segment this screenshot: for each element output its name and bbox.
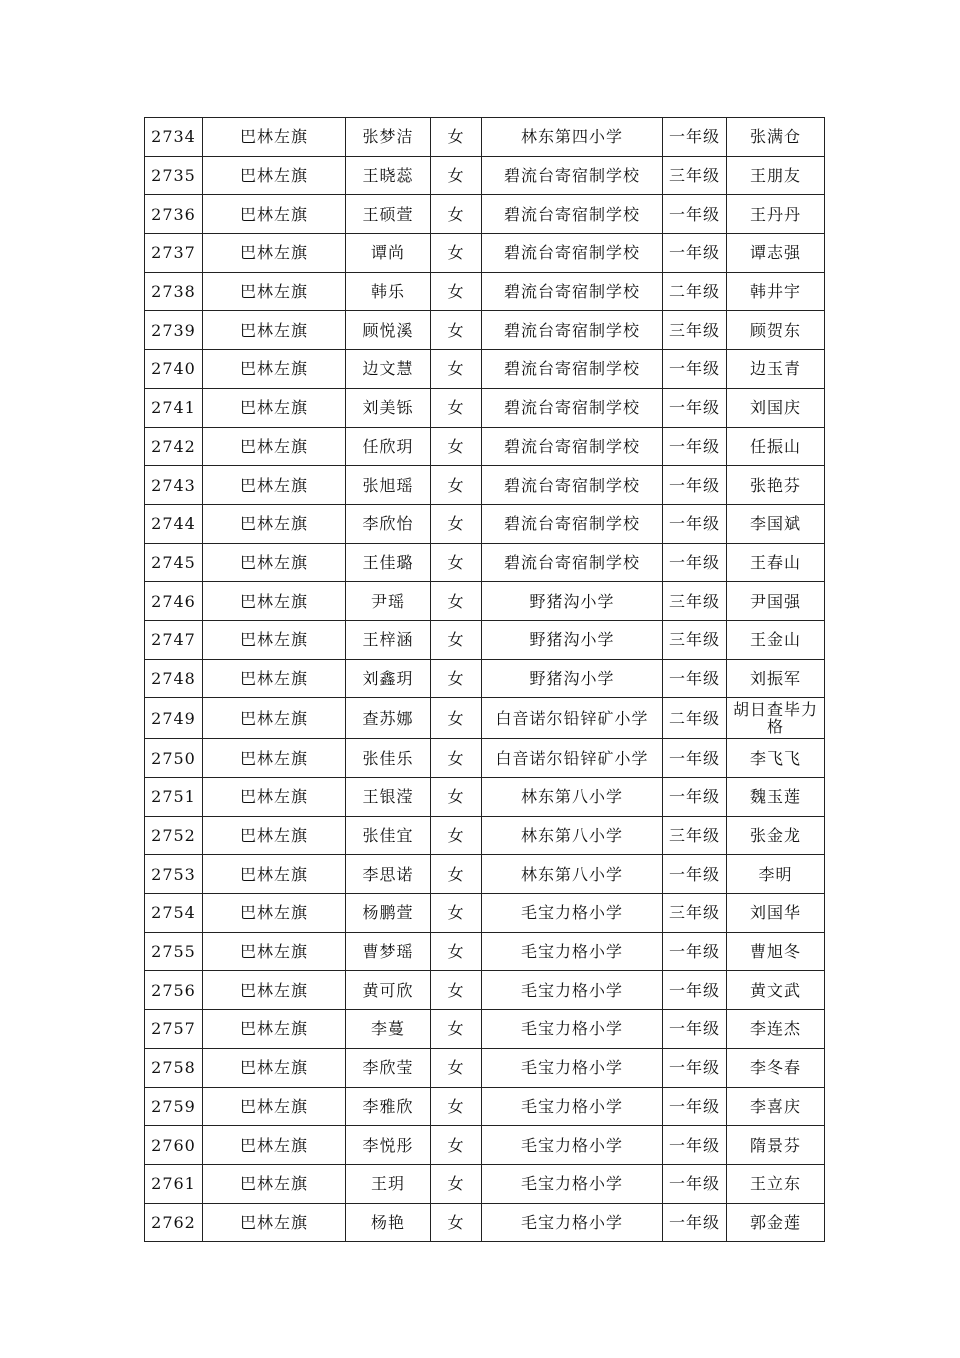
table-row	[145, 543, 825, 582]
table-row	[145, 1010, 825, 1049]
school-cell: 毛宝力格小学	[482, 1048, 663, 1087]
student-name-cell: 王银滢	[346, 778, 431, 817]
region-cell: 巴林左旗	[203, 971, 346, 1010]
school-cell: 毛宝力格小学	[482, 1203, 663, 1242]
school-cell: 碧流台寄宿制学校	[482, 272, 663, 311]
gender-cell: 女	[431, 1087, 482, 1126]
grade-cell: 一年级	[663, 778, 727, 817]
row-number: 2757	[145, 1010, 203, 1049]
student-name-cell: 查苏娜	[346, 698, 431, 739]
guardian-name-cell: 王朋友	[727, 156, 825, 195]
region-cell: 巴林左旗	[203, 388, 346, 427]
school-cell: 林东第八小学	[482, 816, 663, 855]
gender-cell: 女	[431, 427, 482, 466]
row-number: 2756	[145, 971, 203, 1010]
student-name-cell: 顾悦溪	[346, 311, 431, 350]
region-cell: 巴林左旗	[203, 620, 346, 659]
grade-cell: 一年级	[663, 543, 727, 582]
region-cell: 巴林左旗	[203, 1010, 346, 1049]
school-cell: 毛宝力格小学	[482, 932, 663, 971]
school-cell: 野猪沟小学	[482, 620, 663, 659]
table-row	[145, 195, 825, 234]
roster-body	[145, 118, 825, 1242]
student-name-cell: 杨艳	[346, 1203, 431, 1242]
row-number: 2741	[145, 388, 203, 427]
guardian-name-cell: 李喜庆	[727, 1087, 825, 1126]
guardian-name-cell: 李冬春	[727, 1048, 825, 1087]
grade-cell: 一年级	[663, 932, 727, 971]
gender-cell: 女	[431, 659, 482, 698]
school-cell: 林东第八小学	[482, 778, 663, 817]
row-number: 2742	[145, 427, 203, 466]
guardian-name-cell: 刘国庆	[727, 388, 825, 427]
row-number: 2735	[145, 156, 203, 195]
region-cell: 巴林左旗	[203, 1048, 346, 1087]
guardian-name-cell: 王金山	[727, 620, 825, 659]
student-name-cell: 李雅欣	[346, 1087, 431, 1126]
student-name-cell: 王晓蕊	[346, 156, 431, 195]
table-row	[145, 1164, 825, 1203]
guardian-name-cell: 曹旭冬	[727, 932, 825, 971]
grade-cell: 一年级	[663, 388, 727, 427]
row-number: 2746	[145, 582, 203, 621]
school-cell: 毛宝力格小学	[482, 971, 663, 1010]
region-cell: 巴林左旗	[203, 894, 346, 933]
gender-cell: 女	[431, 1010, 482, 1049]
grade-cell: 一年级	[663, 1164, 727, 1203]
gender-cell: 女	[431, 971, 482, 1010]
school-cell: 白音诺尔铅锌矿小学	[482, 698, 663, 739]
row-number: 2759	[145, 1087, 203, 1126]
row-number: 2747	[145, 620, 203, 659]
student-name-cell: 刘美铄	[346, 388, 431, 427]
row-number: 2734	[145, 118, 203, 157]
student-name-cell: 张佳宜	[346, 816, 431, 855]
gender-cell: 女	[431, 1048, 482, 1087]
gender-cell: 女	[431, 504, 482, 543]
region-cell: 巴林左旗	[203, 778, 346, 817]
table-row	[145, 1126, 825, 1165]
gender-cell: 女	[431, 816, 482, 855]
gender-cell: 女	[431, 582, 482, 621]
guardian-name-cell: 张满仓	[727, 118, 825, 157]
row-number: 2752	[145, 816, 203, 855]
student-name-cell: 张梦洁	[346, 118, 431, 157]
region-cell: 巴林左旗	[203, 1164, 346, 1203]
region-cell: 巴林左旗	[203, 932, 346, 971]
region-cell: 巴林左旗	[203, 739, 346, 778]
grade-cell: 一年级	[663, 971, 727, 1010]
guardian-name-cell: 谭志强	[727, 234, 825, 273]
student-name-cell: 刘鑫玥	[346, 659, 431, 698]
grade-cell: 一年级	[663, 350, 727, 389]
gender-cell: 女	[431, 156, 482, 195]
row-number: 2758	[145, 1048, 203, 1087]
student-name-cell: 李欣莹	[346, 1048, 431, 1087]
table-row	[145, 932, 825, 971]
guardian-name-cell: 刘振军	[727, 659, 825, 698]
region-cell: 巴林左旗	[203, 234, 346, 273]
table-row	[145, 971, 825, 1010]
student-name-cell: 李思诺	[346, 855, 431, 894]
gender-cell: 女	[431, 620, 482, 659]
grade-cell: 一年级	[663, 1126, 727, 1165]
table-row	[145, 698, 825, 739]
row-number: 2750	[145, 739, 203, 778]
gender-cell: 女	[431, 466, 482, 505]
table-row	[145, 659, 825, 698]
school-cell: 碧流台寄宿制学校	[482, 543, 663, 582]
table-row	[145, 855, 825, 894]
table-row	[145, 620, 825, 659]
table-row	[145, 894, 825, 933]
student-name-cell: 谭尚	[346, 234, 431, 273]
gender-cell: 女	[431, 1126, 482, 1165]
school-cell: 野猪沟小学	[482, 582, 663, 621]
student-name-cell: 王梓涵	[346, 620, 431, 659]
student-name-cell: 杨鹏萱	[346, 894, 431, 933]
region-cell: 巴林左旗	[203, 855, 346, 894]
table-row	[145, 234, 825, 273]
student-name-cell: 王佳璐	[346, 543, 431, 582]
region-cell: 巴林左旗	[203, 1203, 346, 1242]
student-name-cell: 王硕萱	[346, 195, 431, 234]
region-cell: 巴林左旗	[203, 118, 346, 157]
row-number: 2751	[145, 778, 203, 817]
school-cell: 碧流台寄宿制学校	[482, 234, 663, 273]
grade-cell: 一年级	[663, 504, 727, 543]
table-row	[145, 816, 825, 855]
grade-cell: 三年级	[663, 311, 727, 350]
region-cell: 巴林左旗	[203, 195, 346, 234]
gender-cell: 女	[431, 698, 482, 739]
region-cell: 巴林左旗	[203, 659, 346, 698]
region-cell: 巴林左旗	[203, 466, 346, 505]
school-cell: 碧流台寄宿制学校	[482, 156, 663, 195]
guardian-name-cell: 张金龙	[727, 816, 825, 855]
school-cell: 林东第八小学	[482, 855, 663, 894]
grade-cell: 一年级	[663, 195, 727, 234]
gender-cell: 女	[431, 739, 482, 778]
student-name-cell: 曹梦瑶	[346, 932, 431, 971]
table-row	[145, 1087, 825, 1126]
guardian-name-cell: 黄文武	[727, 971, 825, 1010]
table-row	[145, 1048, 825, 1087]
grade-cell: 一年级	[663, 427, 727, 466]
school-cell: 碧流台寄宿制学校	[482, 466, 663, 505]
student-name-cell: 李蔓	[346, 1010, 431, 1049]
guardian-name-cell: 王春山	[727, 543, 825, 582]
row-number: 2760	[145, 1126, 203, 1165]
grade-cell: 三年级	[663, 582, 727, 621]
region-cell: 巴林左旗	[203, 311, 346, 350]
grade-cell: 一年级	[663, 234, 727, 273]
school-cell: 碧流台寄宿制学校	[482, 388, 663, 427]
guardian-name-cell: 王立东	[727, 1164, 825, 1203]
grade-cell: 一年级	[663, 739, 727, 778]
region-cell: 巴林左旗	[203, 816, 346, 855]
gender-cell: 女	[431, 894, 482, 933]
roster-table	[144, 117, 825, 1242]
grade-cell: 一年级	[663, 659, 727, 698]
school-cell: 野猪沟小学	[482, 659, 663, 698]
table-row	[145, 739, 825, 778]
table-row	[145, 311, 825, 350]
guardian-name-cell: 顾贺东	[727, 311, 825, 350]
grade-cell: 一年级	[663, 1087, 727, 1126]
region-cell: 巴林左旗	[203, 1126, 346, 1165]
guardian-name-cell: 李连杰	[727, 1010, 825, 1049]
gender-cell: 女	[431, 118, 482, 157]
school-cell: 碧流台寄宿制学校	[482, 504, 663, 543]
row-number: 2743	[145, 466, 203, 505]
guardian-name-cell: 边玉青	[727, 350, 825, 389]
table-row	[145, 388, 825, 427]
region-cell: 巴林左旗	[203, 1087, 346, 1126]
school-cell: 林东第四小学	[482, 118, 663, 157]
gender-cell: 女	[431, 1203, 482, 1242]
row-number: 2736	[145, 195, 203, 234]
guardian-name-cell: 隋景芬	[727, 1126, 825, 1165]
table-row	[145, 272, 825, 311]
gender-cell: 女	[431, 388, 482, 427]
table-row	[145, 504, 825, 543]
row-number: 2745	[145, 543, 203, 582]
row-number: 2753	[145, 855, 203, 894]
row-number: 2762	[145, 1203, 203, 1242]
guardian-name-cell: 刘国华	[727, 894, 825, 933]
guardian-name-cell: 郭金莲	[727, 1203, 825, 1242]
grade-cell: 一年级	[663, 1010, 727, 1049]
school-cell: 毛宝力格小学	[482, 1126, 663, 1165]
table-row	[145, 350, 825, 389]
grade-cell: 二年级	[663, 272, 727, 311]
grade-cell: 一年级	[663, 1048, 727, 1087]
school-cell: 碧流台寄宿制学校	[482, 311, 663, 350]
table-row	[145, 582, 825, 621]
student-name-cell: 边文慧	[346, 350, 431, 389]
guardian-name-cell: 张艳芬	[727, 466, 825, 505]
school-cell: 毛宝力格小学	[482, 1164, 663, 1203]
guardian-name-cell: 任振山	[727, 427, 825, 466]
table-row	[145, 427, 825, 466]
table-row	[145, 118, 825, 157]
row-number: 2739	[145, 311, 203, 350]
gender-cell: 女	[431, 272, 482, 311]
region-cell: 巴林左旗	[203, 504, 346, 543]
row-number: 2749	[145, 698, 203, 739]
guardian-name-cell: 李明	[727, 855, 825, 894]
row-number: 2740	[145, 350, 203, 389]
student-name-cell: 王玥	[346, 1164, 431, 1203]
table-row	[145, 466, 825, 505]
student-name-cell: 李欣怡	[346, 504, 431, 543]
grade-cell: 二年级	[663, 698, 727, 739]
gender-cell: 女	[431, 855, 482, 894]
guardian-name-cell: 尹国强	[727, 582, 825, 621]
school-cell: 碧流台寄宿制学校	[482, 350, 663, 389]
student-name-cell: 黄可欣	[346, 971, 431, 1010]
grade-cell: 一年级	[663, 855, 727, 894]
student-name-cell: 张旭瑶	[346, 466, 431, 505]
school-cell: 毛宝力格小学	[482, 894, 663, 933]
row-number: 2755	[145, 932, 203, 971]
guardian-name-cell: 胡日查毕力格	[727, 698, 825, 739]
gender-cell: 女	[431, 543, 482, 582]
table-row	[145, 156, 825, 195]
row-number: 2748	[145, 659, 203, 698]
row-number: 2744	[145, 504, 203, 543]
grade-cell: 三年级	[663, 156, 727, 195]
region-cell: 巴林左旗	[203, 698, 346, 739]
gender-cell: 女	[431, 778, 482, 817]
gender-cell: 女	[431, 1164, 482, 1203]
school-cell: 碧流台寄宿制学校	[482, 427, 663, 466]
gender-cell: 女	[431, 195, 482, 234]
table-row	[145, 778, 825, 817]
region-cell: 巴林左旗	[203, 272, 346, 311]
school-cell: 碧流台寄宿制学校	[482, 195, 663, 234]
gender-cell: 女	[431, 932, 482, 971]
region-cell: 巴林左旗	[203, 156, 346, 195]
region-cell: 巴林左旗	[203, 582, 346, 621]
grade-cell: 一年级	[663, 466, 727, 505]
grade-cell: 一年级	[663, 118, 727, 157]
row-number: 2737	[145, 234, 203, 273]
grade-cell: 三年级	[663, 620, 727, 659]
gender-cell: 女	[431, 311, 482, 350]
school-cell: 毛宝力格小学	[482, 1010, 663, 1049]
student-name-cell: 任欣玥	[346, 427, 431, 466]
student-name-cell: 张佳乐	[346, 739, 431, 778]
region-cell: 巴林左旗	[203, 427, 346, 466]
school-cell: 毛宝力格小学	[482, 1087, 663, 1126]
student-name-cell: 韩乐	[346, 272, 431, 311]
guardian-name-cell: 王丹丹	[727, 195, 825, 234]
school-cell: 白音诺尔铅锌矿小学	[482, 739, 663, 778]
guardian-name-cell: 李国斌	[727, 504, 825, 543]
guardian-name-cell: 李飞飞	[727, 739, 825, 778]
gender-cell: 女	[431, 234, 482, 273]
region-cell: 巴林左旗	[203, 350, 346, 389]
row-number: 2754	[145, 894, 203, 933]
row-number: 2761	[145, 1164, 203, 1203]
student-name-cell: 尹瑶	[346, 582, 431, 621]
grade-cell: 一年级	[663, 1203, 727, 1242]
grade-cell: 三年级	[663, 894, 727, 933]
guardian-name-cell: 韩井宇	[727, 272, 825, 311]
guardian-name-cell: 魏玉莲	[727, 778, 825, 817]
row-number: 2738	[145, 272, 203, 311]
gender-cell: 女	[431, 350, 482, 389]
student-name-cell: 李悦彤	[346, 1126, 431, 1165]
table-row	[145, 1203, 825, 1242]
grade-cell: 三年级	[663, 816, 727, 855]
region-cell: 巴林左旗	[203, 543, 346, 582]
